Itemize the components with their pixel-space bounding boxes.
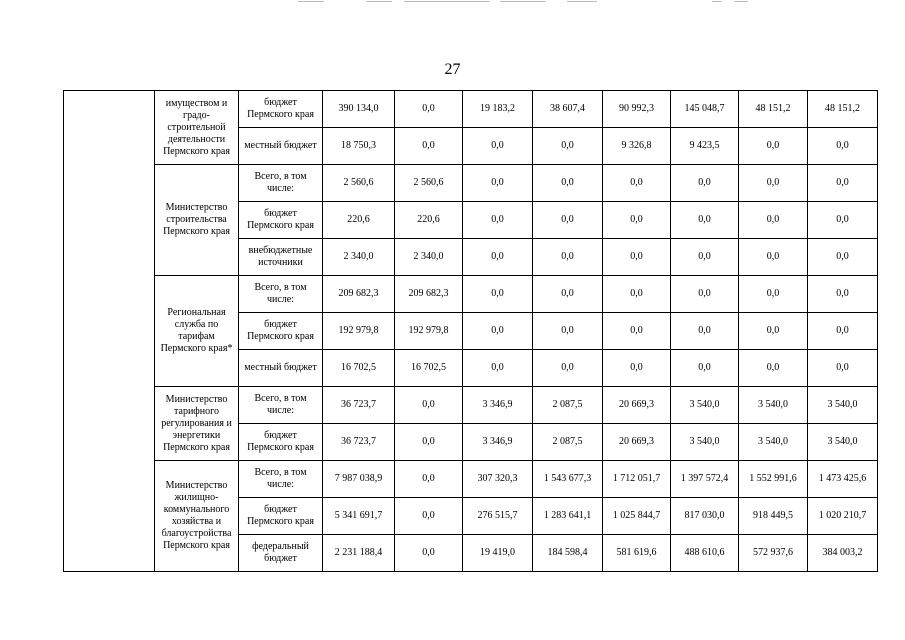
amount-cell: 0,0: [739, 165, 808, 202]
amount-cell: 48 151,2: [739, 91, 808, 128]
amount-cell: 0,0: [395, 424, 463, 461]
amount-cell: 145 048,7: [671, 91, 739, 128]
scan-top-marks: [0, 0, 905, 4]
budget-table: [63, 90, 878, 572]
amount-cell: 2 560,6: [395, 165, 463, 202]
organization-cell: Министерство строительства Пермского края: [155, 165, 239, 276]
amount-cell: 3 346,9: [463, 424, 533, 461]
amount-cell: 19 183,2: [463, 91, 533, 128]
amount-cell: 1 283 641,1: [533, 498, 603, 535]
amount-cell: 48 151,2: [808, 91, 878, 128]
budget-table-body: [64, 91, 878, 572]
funding-source-cell: местный бюджет: [239, 350, 323, 387]
funding-source-cell: бюджет Пермского края: [239, 91, 323, 128]
funding-source-cell: бюджет Пермского края: [239, 498, 323, 535]
amount-cell: 2 087,5: [533, 387, 603, 424]
table-row: [64, 276, 878, 313]
amount-cell: 0,0: [463, 239, 533, 276]
amount-cell: 572 937,6: [739, 535, 808, 572]
amount-cell: 36 723,7: [323, 424, 395, 461]
amount-cell: 192 979,8: [395, 313, 463, 350]
organization-cell: имуществом и градо-строительной деятельности Пермского края: [155, 91, 239, 165]
amount-cell: 0,0: [533, 350, 603, 387]
amount-cell: 918 449,5: [739, 498, 808, 535]
organization-cell: Министерство тарифного регулирования и энергетики Пермского края: [155, 387, 239, 461]
amount-cell: 209 682,3: [395, 276, 463, 313]
amount-cell: 220,6: [395, 202, 463, 239]
amount-cell: 184 598,4: [533, 535, 603, 572]
amount-cell: 0,0: [395, 461, 463, 498]
amount-cell: 3 540,0: [671, 387, 739, 424]
funding-source-cell: Всего, в том числе:: [239, 276, 323, 313]
amount-cell: 19 419,0: [463, 535, 533, 572]
amount-cell: 2 087,5: [533, 424, 603, 461]
page-number: 27: [444, 61, 461, 78]
amount-cell: 20 669,3: [603, 424, 671, 461]
amount-cell: 0,0: [533, 313, 603, 350]
amount-cell: 0,0: [463, 128, 533, 165]
amount-cell: 0,0: [463, 313, 533, 350]
amount-cell: 0,0: [533, 202, 603, 239]
amount-cell: 3 540,0: [808, 387, 878, 424]
amount-cell: 9 423,5: [671, 128, 739, 165]
amount-cell: 384 003,2: [808, 535, 878, 572]
amount-cell: 0,0: [603, 165, 671, 202]
amount-cell: 1 397 572,4: [671, 461, 739, 498]
amount-cell: 1 543 677,3: [533, 461, 603, 498]
amount-cell: 0,0: [739, 350, 808, 387]
amount-cell: 16 702,5: [395, 350, 463, 387]
organization-cell: Министерство жилищно-коммунального хозяйства и благоустройства Пермского края: [155, 461, 239, 572]
funding-source-cell: местный бюджет: [239, 128, 323, 165]
amount-cell: 3 540,0: [808, 424, 878, 461]
funding-source-cell: бюджет Пермского края: [239, 202, 323, 239]
amount-cell: 0,0: [739, 202, 808, 239]
amount-cell: 3 346,9: [463, 387, 533, 424]
amount-cell: 0,0: [463, 276, 533, 313]
amount-cell: 0,0: [808, 350, 878, 387]
amount-cell: 20 669,3: [603, 387, 671, 424]
amount-cell: 0,0: [533, 276, 603, 313]
amount-cell: 0,0: [808, 239, 878, 276]
amount-cell: 1 712 051,7: [603, 461, 671, 498]
funding-source-cell: федеральный бюджет: [239, 535, 323, 572]
amount-cell: 0,0: [808, 313, 878, 350]
amount-cell: 0,0: [739, 276, 808, 313]
amount-cell: 0,0: [463, 350, 533, 387]
amount-cell: 0,0: [395, 91, 463, 128]
amount-cell: 0,0: [739, 128, 808, 165]
amount-cell: 817 030,0: [671, 498, 739, 535]
amount-cell: 0,0: [463, 202, 533, 239]
table-row: [64, 165, 878, 202]
amount-cell: 2 231 188,4: [323, 535, 395, 572]
table-row: [64, 91, 878, 128]
amount-cell: 38 607,4: [533, 91, 603, 128]
amount-cell: 1 025 844,7: [603, 498, 671, 535]
amount-cell: 0,0: [603, 313, 671, 350]
amount-cell: 0,0: [603, 350, 671, 387]
amount-cell: 0,0: [463, 165, 533, 202]
amount-cell: 9 326,8: [603, 128, 671, 165]
amount-cell: 0,0: [808, 165, 878, 202]
amount-cell: 0,0: [671, 239, 739, 276]
amount-cell: 0,0: [395, 535, 463, 572]
amount-cell: 0,0: [533, 239, 603, 276]
amount-cell: 18 750,3: [323, 128, 395, 165]
amount-cell: 0,0: [671, 165, 739, 202]
amount-cell: 36 723,7: [323, 387, 395, 424]
amount-cell: 0,0: [533, 165, 603, 202]
amount-cell: 5 341 691,7: [323, 498, 395, 535]
funding-source-cell: Всего, в том числе:: [239, 387, 323, 424]
amount-cell: 581 619,6: [603, 535, 671, 572]
amount-cell: 0,0: [808, 276, 878, 313]
amount-cell: 3 540,0: [739, 424, 808, 461]
amount-cell: 390 134,0: [323, 91, 395, 128]
amount-cell: 90 992,3: [603, 91, 671, 128]
amount-cell: 0,0: [603, 276, 671, 313]
amount-cell: 209 682,3: [323, 276, 395, 313]
amount-cell: 16 702,5: [323, 350, 395, 387]
funding-source-cell: внебюджетные источники: [239, 239, 323, 276]
table-row: [64, 387, 878, 424]
empty-left-column: [64, 91, 155, 572]
amount-cell: 307 320,3: [463, 461, 533, 498]
amount-cell: 7 987 038,9: [323, 461, 395, 498]
amount-cell: 0,0: [671, 276, 739, 313]
amount-cell: 2 340,0: [395, 239, 463, 276]
funding-source-cell: бюджет Пермского края: [239, 424, 323, 461]
amount-cell: 3 540,0: [739, 387, 808, 424]
amount-cell: 0,0: [395, 387, 463, 424]
table-row: [64, 461, 878, 498]
amount-cell: 1 020 210,7: [808, 498, 878, 535]
amount-cell: 488 610,6: [671, 535, 739, 572]
amount-cell: 3 540,0: [671, 424, 739, 461]
amount-cell: 0,0: [395, 128, 463, 165]
funding-source-cell: Всего, в том числе:: [239, 165, 323, 202]
amount-cell: 0,0: [671, 202, 739, 239]
amount-cell: 0,0: [739, 239, 808, 276]
amount-cell: 0,0: [603, 202, 671, 239]
funding-source-cell: Всего, в том числе:: [239, 461, 323, 498]
amount-cell: 1 473 425,6: [808, 461, 878, 498]
amount-cell: 0,0: [603, 239, 671, 276]
amount-cell: 0,0: [671, 313, 739, 350]
amount-cell: 0,0: [808, 202, 878, 239]
organization-cell: Региональная служба по тарифам Пермского края*: [155, 276, 239, 387]
amount-cell: 2 560,6: [323, 165, 395, 202]
amount-cell: 1 552 991,6: [739, 461, 808, 498]
amount-cell: 192 979,8: [323, 313, 395, 350]
amount-cell: 0,0: [808, 128, 878, 165]
amount-cell: 0,0: [739, 313, 808, 350]
amount-cell: 0,0: [533, 128, 603, 165]
amount-cell: 0,0: [395, 498, 463, 535]
amount-cell: 276 515,7: [463, 498, 533, 535]
amount-cell: 0,0: [671, 350, 739, 387]
amount-cell: 2 340,0: [323, 239, 395, 276]
funding-source-cell: бюджет Пермского края: [239, 313, 323, 350]
amount-cell: 220,6: [323, 202, 395, 239]
